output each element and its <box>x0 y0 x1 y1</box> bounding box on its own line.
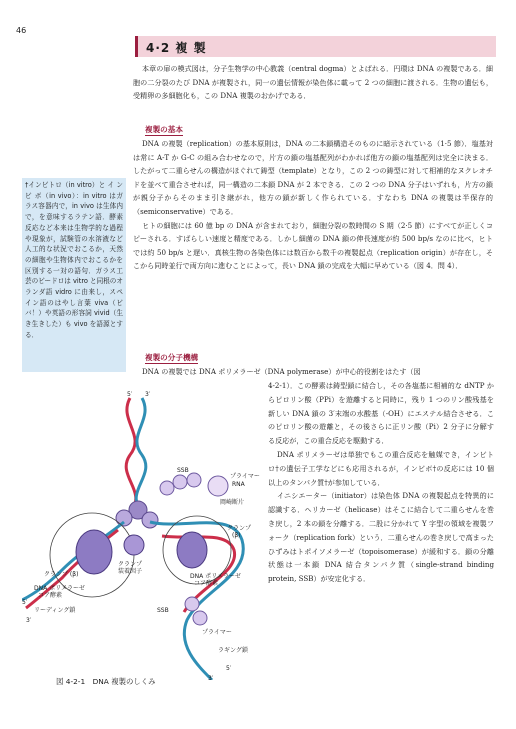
label-clamp-loader: クランプ <box>118 561 143 568</box>
intro-text: 本章の扉の模式図は，分子生物学の中心教義（central dogma）とよばれる．円環は DNA の複製である．細胞の二分裂のたび DNA が複製され，同一の遺伝情報が染色体に載って 2 つの細胞に渡される．生物の遺伝も，受精卵の多細胞化も，この DNA 複製のおかげである． <box>133 64 493 101</box>
figure-caption: 図 4-2-1 DNA 複製のしくみ <box>56 677 156 686</box>
parent-strand-a <box>126 398 136 510</box>
page-number: 46 <box>16 26 27 35</box>
mechanism-intro <box>133 365 493 379</box>
section-title: 4·2 複 製 <box>146 41 207 55</box>
ssb-protein <box>193 611 207 625</box>
ssb-protein <box>173 475 187 489</box>
basics-paragraphs <box>133 137 493 273</box>
label-pol-left: DNA ポリメラーゼ <box>34 585 85 592</box>
label-pol-right: DNA ポリメラーゼ <box>190 573 241 580</box>
label-3prime-left: 3′ <box>26 617 32 624</box>
figure-dna-replication <box>22 390 268 680</box>
label-3prime-top: 3′ <box>145 391 151 398</box>
helicase-subunit <box>142 512 158 528</box>
label-leading: リーディング鎖 <box>34 607 76 614</box>
label-pol-right-2: コア酵素 <box>194 580 219 587</box>
mechanism-right-column <box>268 379 494 586</box>
polymerase-core-right <box>177 532 207 568</box>
label-lagging: ラギング鎖 <box>218 647 248 654</box>
mechanism-p1: 4-2-1）．この酵素は鋳型鎖に結合し，その各塩基に相補的な dNTP からピロリン酸（PPi）を遊離すると同時に，残り 1 つのリン酸残基を新しい DNA 鎖の 3′末端の水酸基（-OH）にエステル結合させる．このピロリン酸の遊離と，その後さらに正リン酸（Pi）2 分子に分解する反応が，この重合反応を駆動する． <box>268 381 494 446</box>
label-clamp-bottom: クランプ (β) <box>44 571 79 578</box>
subhead-basics: 複製の基本 <box>145 125 183 134</box>
basics-p2: ヒトの細胞には 60 億 bp の DNA が含まれており，細胞分裂の数時間の S 期（2·5 節）にすべてが正しくコピーされる．すばらしい速度と精度である．しかし細菌の DNA 鎖の伸長速度が約 500 bp/s なのに比べ，ヒトでは約 50 bp/s と遅い．真核生物の各染色体には数百から数千の複製起点（replication origin）が存在し，そこから同時並行で両方向に進むことによって，長い DNA 鎖の完成を大幅に早めている（図 4．問 4）． <box>133 220 493 271</box>
polymerase-core-left <box>76 530 112 574</box>
section-header <box>135 36 496 57</box>
clamp-loader <box>124 535 144 555</box>
label-primer: プライマー <box>202 629 232 636</box>
label-5prime-bottom: 5′ <box>226 665 232 672</box>
label-clamp-loader-2: 装着因子 <box>118 568 143 575</box>
mechanism-p3: イニシエーター（initiator）は染色体 DNA の複製起点を特異的に認識する．ヘリカーゼ（helicase）はそこに結合して二重らせんを巻き戻し，2 本の鎖を分離する．二股に分かれて Y 字型の領域を複製フォーク（replication fork）という．二重らせんの巻き戻しで高まったひずみはトポイソメラーゼ（topoisomerase）が緩和する．鎖の分離状態は一本鎖 DNA 結合タンパク質（single-strand binding protein, SSB）が安定化する． <box>268 491 494 584</box>
subhead-mechanism: 複製の分子機構 <box>145 353 199 362</box>
side-note: †インビトロ（in vitro）と イ ン ビ ボ（in vivo）：in vitro はガラス容器内で，in vivo は生体内で，を意味するラテン語．酵素反応など本来は生物学的な過程や現象が，試験管の水溶液など人工的な状況でおこるか，天然の細胞や生物体内でおこるかを区別する一対の語句．ガラス工芸のビードロは vitro と同根のオランダ語 vidro に由来し，スペイン語のはやし言葉 viva（ビバ！）や英語の形容詞 vivid（生き生きした）も vivo を語源とする． <box>22 178 126 372</box>
label-pol-left-2: コア酵素 <box>38 592 63 599</box>
label-rna: RNA <box>232 481 245 488</box>
label-ssb-top: SSB <box>177 467 189 474</box>
label-ssb-bottom: SSB <box>157 607 169 614</box>
ssb-protein <box>185 597 199 611</box>
ssb-protein <box>187 473 201 487</box>
label-primase: プライマー <box>230 473 260 480</box>
label-3prime-bottom: 3′ <box>208 675 214 680</box>
ssb-protein <box>160 481 174 495</box>
label-clamp-top: クランプ <box>227 525 252 532</box>
mechanism-intro-text: DNA の複製では DNA ポリメラーゼ（DNA polymerase）が中心的役割をはたす（図 <box>142 367 421 376</box>
mechanism-p2: DNA ポリメラーゼは単独でもこの重合反応を触媒でき，インビトロ†の遺伝子工学などにも応用されるが，インビボ†の反応には 10 個以上のタンパク質†が参加している． <box>268 449 494 487</box>
basics-p1: DNA の複製（replication）の基本原則は，DNA の二本鎖構造そのものに暗示されている（1·5 節）．塩基対は常に A-T か G-C の組み合わせなので，片方の鎖の塩基配列がわかれば他方の鎖の塩基配列は完全に決まる．したがって二重らせんの構造がほぐれて鋳型（template）となり，この 2 つの鋳型に対して相補的なヌクレオチドを並べて重合させれば，同一構造の二本鎖 DNA が 2 本できる．この 2 つの DNA 分子はいずれも，片方の鎖が親分子からそのまま引き継がれ，他方の鎖が新しく作られている．すなわち DNA の複製は半保存的（semiconservative）である． <box>133 139 493 216</box>
label-5prime-top: 5′ <box>127 391 133 398</box>
dna-replication-diagram <box>22 390 268 680</box>
label-5prime-left: 5′ <box>22 599 28 606</box>
intro-paragraph <box>133 62 493 103</box>
label-okazaki: 岡崎断片 <box>220 499 245 506</box>
label-clamp-top-beta: (β) <box>232 532 241 539</box>
primase <box>208 476 228 496</box>
parent-strand-b <box>136 398 146 510</box>
